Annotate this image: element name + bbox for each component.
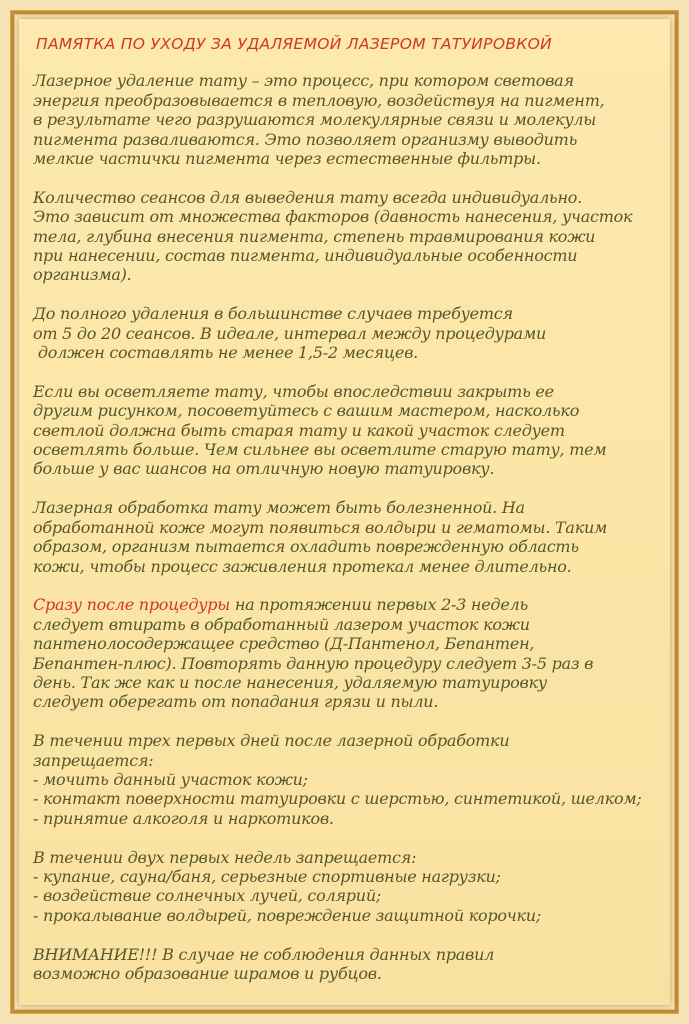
text-line: от 5 до 20 сеансов. В идеале, интервал между процедурами xyxy=(33,323,547,343)
text-line: возможно образование шрамов и рубцов. xyxy=(33,963,382,983)
paragraph-first-two-weeks xyxy=(33,848,673,926)
text-line: Лазерное удаление тату – это процесс, при котором световая xyxy=(33,71,574,91)
paragraph-pain-blisters xyxy=(33,498,673,576)
text-line: организма). xyxy=(33,265,132,285)
memo-content xyxy=(33,35,673,1003)
paragraph-first-three-days xyxy=(33,731,673,828)
text-line: энергия преобразовывается в тепловую, воздействуя на пигмент, xyxy=(33,90,605,110)
text-line xyxy=(33,595,673,614)
text-line: осветлять больше. Чем сильнее вы осветлите старую тату, тем xyxy=(33,440,607,460)
paragraph-lightening xyxy=(33,382,673,479)
text-line: кожи, чтобы процесс заживления протекал менее длительно. xyxy=(33,556,572,576)
text-line: Это зависит от множества факторов (давность нанесения, участок xyxy=(33,207,633,227)
text-line: тела, глубина внесения пигмента, степень травмирования кожи xyxy=(33,226,596,246)
text-line: Лазерная обработка тату может быть болезненной. На xyxy=(33,498,525,518)
list-item: - контакт поверхности татуировки с шерстью, синтетикой, шелком; xyxy=(33,789,642,809)
text-line: больше у вас шансов на отличную новую татуировку. xyxy=(33,459,495,479)
text-line: пантенолосодержащее средство (Д-Пантенол, Бепантен, xyxy=(33,634,535,654)
text-line: Если вы осветляете тату, чтобы впоследствии закрыть ее xyxy=(33,381,554,401)
text-line: В течении двух первых недель запрещается: xyxy=(33,847,417,867)
text-line: ВНИМАНИЕ!!! В случае не соблюдения данных правил xyxy=(33,944,495,964)
text-line: светлой должна быть старая тату и какой участок следует xyxy=(33,420,565,440)
memo-title: ПАМЯТКА ПО УХОДУ ЗА УДАЛЯЕМОЙ ЛАЗЕРОМ ТАТУИРОВКОЙ xyxy=(36,35,552,53)
paragraph-session-count xyxy=(33,188,673,285)
list-item: - прокалывание волдырей, повреждение защитной корочки; xyxy=(33,905,541,925)
text-line: пигмента разваливаются. Это позволяет организму выводить xyxy=(33,129,578,149)
text-line: следует оберегать от попадания грязи и пыли. xyxy=(33,692,439,712)
text-line: должен составлять не менее 1,5-2 месяцев. xyxy=(33,343,418,363)
text-line: Бепантен-плюс). Повторять данную процедуру следует 3-5 раз в xyxy=(33,653,594,673)
text-line: мелкие частички пигмента через естественные фильтры. xyxy=(33,149,541,169)
text-line: В течении трех первых дней после лазерной обработки xyxy=(33,731,510,751)
text-line: день. Так же как и после нанесения, удаляемую татуировку xyxy=(33,672,547,692)
text-line: Количество сеансов для выведения тату всегда индивидуально. xyxy=(33,187,582,207)
text-line: другим рисунком, посоветуйтесь с вашим мастером, насколько xyxy=(33,401,580,421)
paragraph-session-interval xyxy=(33,304,673,362)
list-item: - мочить данный участок кожи; xyxy=(33,769,308,789)
text-line: в результате чего разрушаются молекулярные связи и молекулы xyxy=(33,110,597,130)
text-line: До полного удаления в большинстве случаев требуется xyxy=(33,304,513,324)
lead-rest: на протяжении первых 2-3 недель xyxy=(230,595,528,615)
text-line: запрещается: xyxy=(33,750,154,770)
list-item: - купание, сауна/баня, серьезные спортивные нагрузки; xyxy=(33,866,501,886)
list-item: - принятие алкоголя и наркотиков. xyxy=(33,808,334,828)
paragraph-warning xyxy=(33,945,673,984)
list-item: - воздействие солнечных лучей, солярий; xyxy=(33,886,382,906)
text-line: образом, организм пытается охладить поврежденную область xyxy=(33,537,579,557)
emphasis-lead: Сразу после процедуры xyxy=(33,595,231,615)
text-line: обработанной коже могут появиться волдыри и гематомы. Таким xyxy=(33,517,608,537)
text-line: при нанесении, состав пигмента, индивидуальные особенности xyxy=(33,246,578,266)
paragraph-laser-process xyxy=(33,71,673,168)
text-line: следует втирать в обработанный лазером участок кожи xyxy=(33,614,530,634)
paragraph-aftercare xyxy=(33,595,673,711)
